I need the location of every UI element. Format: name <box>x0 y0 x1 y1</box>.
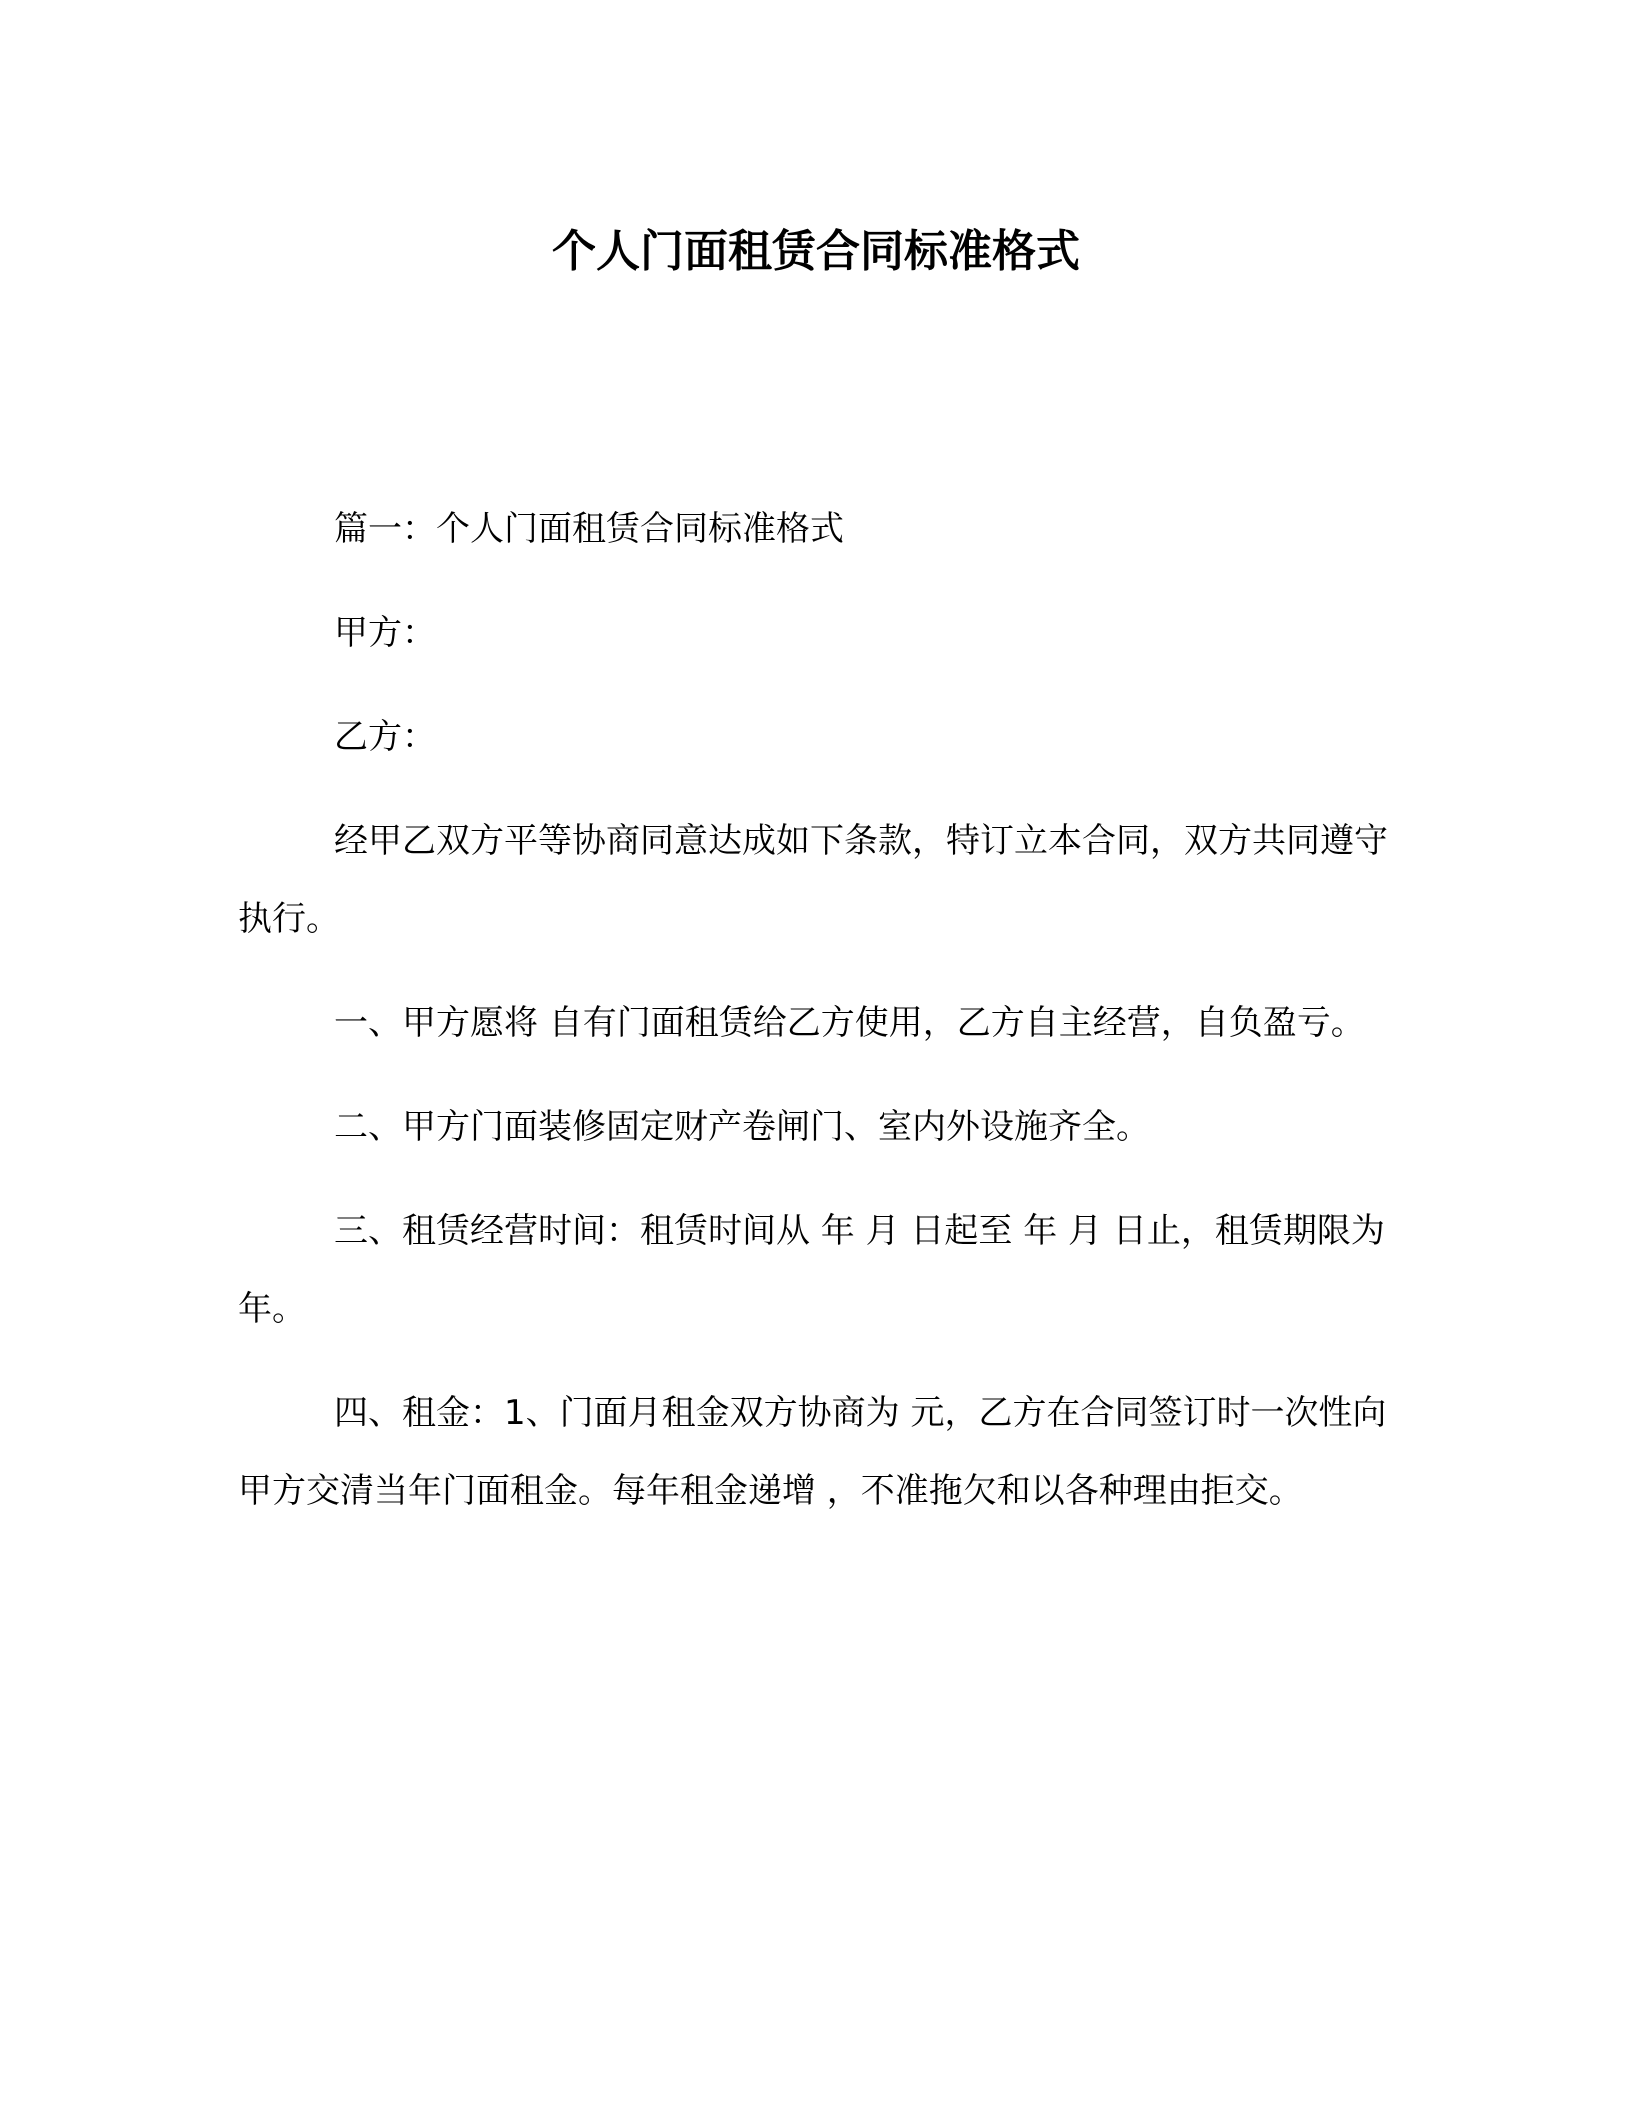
party-a-line: 甲方： <box>334 613 436 653</box>
document-body <box>238 490 1398 1556</box>
party-b-line: 乙方： <box>334 717 436 757</box>
clause-2: 二、甲方门面装修固定财产卷闸门、室内外设施齐全。 <box>334 1107 1150 1147</box>
clause-3: 三、租赁经营时间：租赁时间从 年 月 日起至 年 月 日止，租赁期限为 年。 <box>238 1211 1385 1329</box>
clause-1: 一、甲方愿将 自有门面租赁给乙方使用，乙方自主经营，自负盈亏。 <box>334 1003 1365 1043</box>
document-title: 个人门面租赁合同标准格式 <box>552 226 1080 277</box>
preamble-paragraph: 经甲乙双方平等协商同意达成如下条款，特订立本合同，双方共同遵守执行。 <box>238 821 1388 939</box>
section-heading: 篇一：个人门面租赁合同标准格式 <box>334 509 844 549</box>
clause-4: 四、租金：1、门面月租金双方协商为 元，乙方在合同签订时一次性向甲方交清当年门面租金。每年租金递增 ，不准拖欠和以各种理由拒交。 <box>238 1393 1387 1511</box>
